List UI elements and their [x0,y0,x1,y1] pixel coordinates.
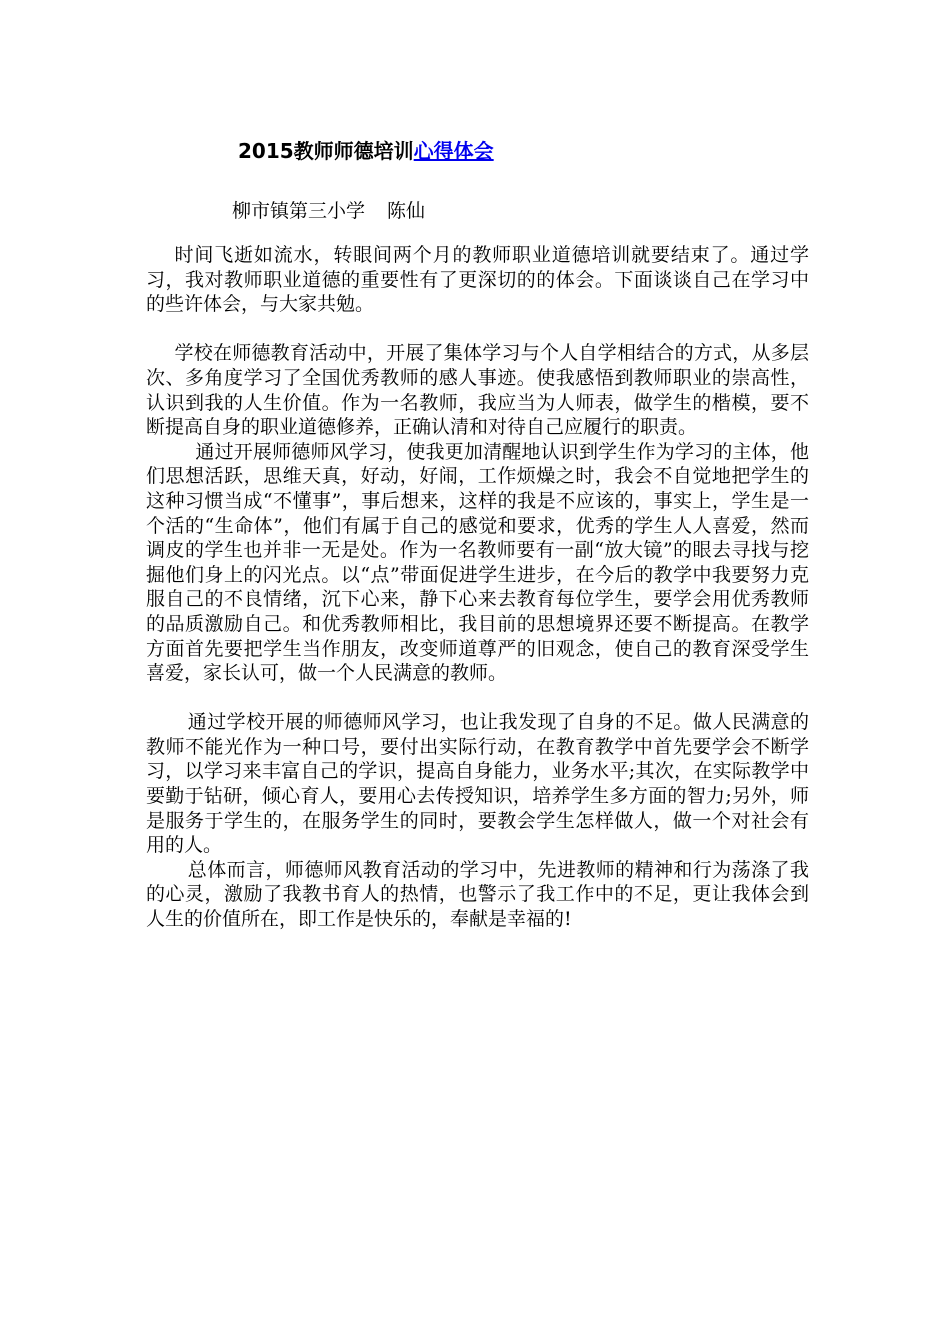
document-body [146,243,809,932]
document-title [238,138,494,164]
paragraph-students: 通过开展师德师风学习，使我更加清醒地认识到学生作为学习的主体，他们思想活跃，思维天真，好动，好闹，工作烦燥之时，我会不自觉地把学生的这种习惯当成“不懂事”，事后想来，这样的我是不应该的，事实上，学生是一个活的“生命体”，他们有属于自己的感觉和要求，优秀的学生人人喜爱，然而调皮的学生也并非一无是处。作为一名教师要有一副“放大镜”的眼去寻找与挖掘他们身上的闪光点。以“点”带面促进学生进步，在今后的教学中我要努力克服自己的不良情绪，沉下心来，静下心来去教育每位学生，要学会用优秀教师的品质激励自己。和优秀教师相比，我目前的思想境界还要不断提高。在教学方面首先要把学生当作朋友，改变师道尊严的旧观念，使自己的教育深受学生喜爱，家长认可，做一个人民满意的教师。 [146,440,809,685]
paragraph-shortcomings: 通过学校开展的师德师风学习，也让我发现了自身的不足。做人民满意的教师不能光作为一种口号，要付出实际行动，在教育教学中首先要学会不断学习，以学习来丰富自己的学识，提高自身能力，业务水平;其次，在实际教学中要勤于钻研，倾心育人，要用心去传授知识，培养学生多方面的智力;另外，师是服务于学生的，在服务学生的同时，要教会学生怎样做人，做一个对社会有用的人。 [146,711,809,857]
paragraph-school-activity: 学校在师德教育活动中，开展了集体学习与个人自学相结合的方式，从多层次、多角度学习了全国优秀教师的感人事迹。使我感悟到教师职业的崇高性，认识到我的人生价值。作为一名教师，我应当为人师表，做学生的楷模，要不断提高自身的职业道德修养，正确认清和对待自己应履行的职责。 [146,342,809,439]
title-text: 2015教师师德培训 [238,139,414,163]
author-name: 陈仙 [387,200,426,222]
paragraph-intro: 时间飞逝如流水，转眼间两个月的教师职业道德培训就要结束了。通过学习，我对教师职业道德的重要性有了更深切的的体会。下面谈谈自己在学习中的些许体会，与大家共勉。 [146,244,809,316]
byline [232,199,425,223]
paragraph-conclusion: 总体而言，师德师风教育活动的学习中，先进教师的精神和行为荡涤了我的心灵，激励了我教书育人的热情，也警示了我工作中的不足，更让我体会到人生的价值所在，即工作是快乐的，奉献是幸福的! [146,858,809,931]
title-link[interactable]: 心得体会 [413,139,494,163]
school-name: 柳市镇第三小学 [232,200,366,222]
